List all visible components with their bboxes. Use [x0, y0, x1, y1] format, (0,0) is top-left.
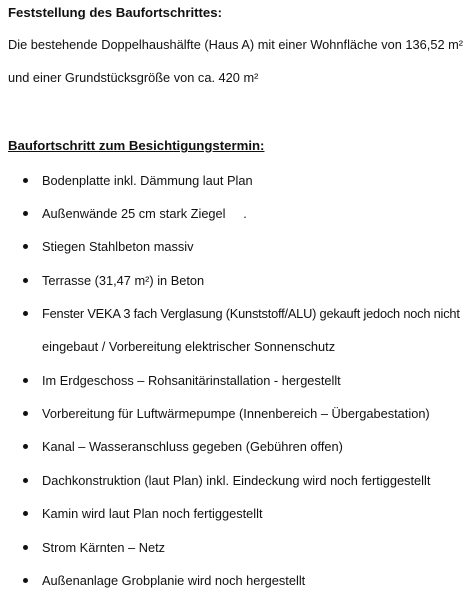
list-item-text: Im Erdgeschoss – Rohsanitärinstallation - hergestellt — [42, 373, 341, 388]
list-item — [0, 438, 475, 456]
heading-status: Feststellung des Baufortschrittes: — [8, 5, 222, 20]
list-item — [0, 539, 475, 557]
list-item-text: Fenster VEKA 3 fach Verglasung (Kunststoff/ALU) gekauft jedoch noch nicht — [42, 306, 460, 321]
bullet-icon — [23, 478, 28, 483]
list-item — [0, 472, 475, 490]
list-item-text: Außenanlage Grobplanie wird noch hergestellt — [42, 573, 306, 588]
list-item — [0, 305, 475, 354]
bullet-icon — [23, 411, 28, 416]
list-item — [0, 505, 475, 523]
paragraph-line-2: und einer Grundstücksgröße von ca. 420 m² — [8, 70, 259, 85]
paragraph-line-1: Die bestehende Doppelhaushälfte (Haus A) mit einer Wohnfläche von 136,52 m² — [8, 37, 464, 52]
list-item-text: Terrasse (31,47 m²) in Beton — [42, 273, 205, 288]
bullet-icon — [23, 311, 28, 316]
heading-progress: Baufortschritt zum Besichtigungstermin: — [8, 138, 265, 153]
list-item — [0, 572, 475, 590]
list-item-text: Kamin wird laut Plan noch fertiggestellt — [42, 506, 263, 521]
bullet-icon — [23, 545, 28, 550]
list-item — [0, 172, 475, 190]
list-item-text: Vorbereitung für Luftwärmepumpe (Innenbereich – Übergabestation) — [42, 406, 430, 421]
list-item-continuation: eingebaut / Vorbereitung elektrischer Sonnenschutz — [42, 339, 336, 354]
bullet-icon — [23, 511, 28, 516]
list-item — [0, 272, 475, 290]
list-item-text: Außenwände 25 cm stark Ziegel . — [42, 206, 247, 221]
list-item — [0, 372, 475, 390]
bullet-icon — [23, 178, 28, 183]
list-item-text: Kanal – Wasseranschluss gegeben (Gebühren offen) — [42, 439, 343, 454]
bullet-icon — [23, 211, 28, 216]
list-item-text: Dachkonstruktion (laut Plan) inkl. Eindeckung wird noch fertiggestellt — [42, 473, 431, 488]
bullet-icon — [23, 278, 28, 283]
bullet-icon — [23, 578, 28, 583]
list-item-text: Strom Kärnten – Netz — [42, 540, 166, 555]
list-item-text: Bodenplatte inkl. Dämmung laut Plan — [42, 173, 253, 188]
bullet-icon — [23, 444, 28, 449]
bullet-icon — [23, 378, 28, 383]
list-item — [0, 238, 475, 256]
bullet-icon — [23, 244, 28, 249]
list-item-text: Stiegen Stahlbeton massiv — [42, 239, 194, 254]
list-item — [0, 205, 475, 223]
list-item — [0, 405, 475, 423]
